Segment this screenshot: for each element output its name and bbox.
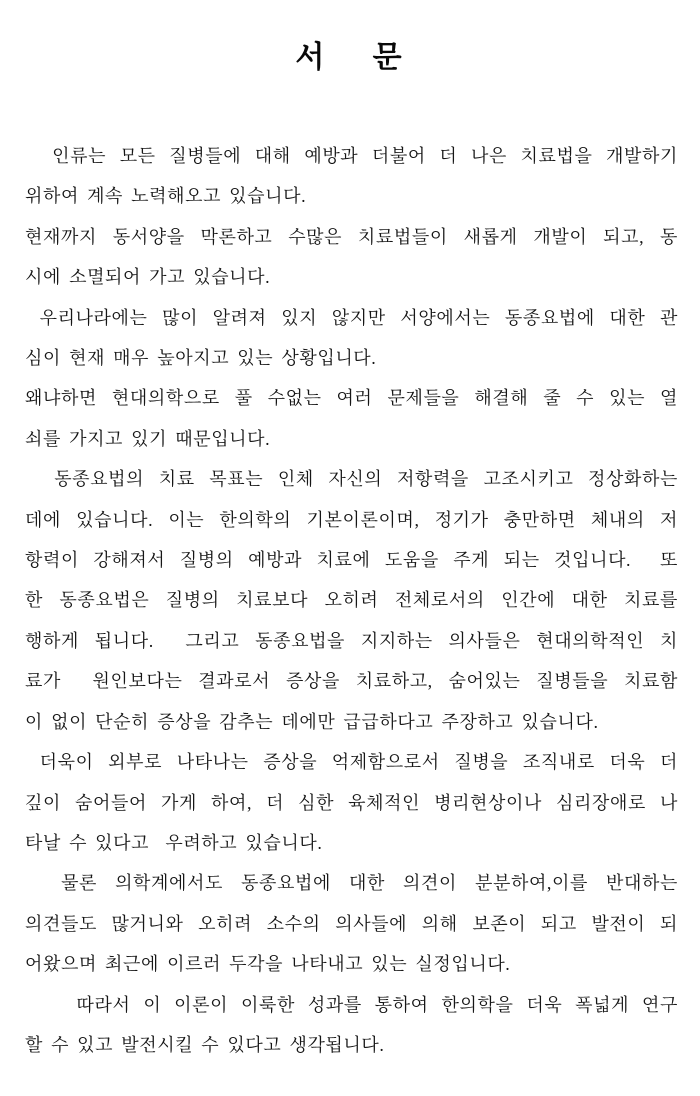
text-line-p3-l1: 우리나라에는 많이 알려져 있지 않지만 서양에서는 동종요법에 대한 관 (25, 307, 678, 328)
text-line-p5-l4: 한 동종요법은 질병의 치료보다 오히려 전체로서의 인간에 대한 치료를 (25, 590, 678, 611)
text-line-p1-l1: 인류는 모든 질병들에 대해 예방과 더불어 더 나은 치료법을 개발하기 (25, 146, 678, 166)
text-line-p5-l2: 데에 있습니다. 이는 한의학의 기본이론이며, 정기가 충만하면 체내의 저 (25, 509, 678, 530)
text-line-p8-l2: 할 수 있고 발전시킬 수 있다고 생각됩니다. (25, 1034, 385, 1055)
document-body (25, 136, 678, 1065)
text-line-p6-l2: 깊이 숨어들어 가게 하여, 더 심한 육체적인 병리현상이나 심리장애로 나 (25, 792, 678, 813)
text-line-p5-l3: 항력이 강해져서 질병의 예방과 치료에 도움을 주게 되는 것입니다. 또 (25, 550, 678, 571)
text-line-p4-l2: 쇠를 가지고 있기 때문입니다. (25, 428, 271, 449)
text-line-p8-l1: 따라서 이 이론이 이룩한 성과를 통하여 한의학을 더욱 폭넓게 연구 (25, 994, 678, 1015)
text-line-p6-l3: 타날 수 있다고 우려하고 있습니다. (25, 832, 323, 853)
text-line-p3-l2: 심이 현재 매우 높아지고 있는 상황입니다. (25, 348, 377, 369)
text-line-p1-l2: 위하여 계속 노력해오고 있습니다. (25, 186, 307, 207)
text-line-p5-l7: 이 없이 단순히 증상을 감추는 데에만 급급하다고 주장하고 있습니다. (25, 711, 599, 732)
text-line-p7-l1: 물론 의학계에서도 동종요법에 대한 의견이 분분하여,이를 반대하는 (25, 873, 678, 894)
text-line-p5-l6: 료가 원인보다는 결과로서 증상을 치료하고, 숨어있는 질병들을 치료함 (25, 671, 678, 692)
text-line-p7-l3: 어왔으며 최근에 이르러 두각을 나타내고 있는 실정입니다. (25, 954, 511, 975)
text-line-p4-l1: 왜냐하면 현대의학으로 풀 수없는 여러 문제들을 해결해 줄 수 있는 열 (25, 388, 678, 409)
text-line-p6-l1: 더욱이 외부로 나타나는 증상을 억제함으로서 질병을 조직내로 더욱 더 (25, 752, 678, 773)
page-title: 서 문 (295, 41, 405, 74)
text-line-p7-l2: 의견들도 많거니와 오히려 소수의 의사들에 의해 보존이 되고 발전이 되 (25, 913, 678, 934)
text-line-p2-l1: 현재까지 동서양을 막론하고 수많은 치료법들이 새롭게 개발이 되고, 동 (25, 226, 678, 247)
text-line-p5-l5: 행하게 됩니다. 그리고 동종요법을 지지하는 의사들은 현대의학적인 치 (25, 630, 678, 651)
text-line-p5-l1: 동종요법의 치료 목표는 인체 자신의 저항력을 고조시키고 정상화하는 (25, 469, 678, 490)
text-line-p2-l2: 시에 소멸되어 가고 있습니다. (25, 267, 271, 288)
